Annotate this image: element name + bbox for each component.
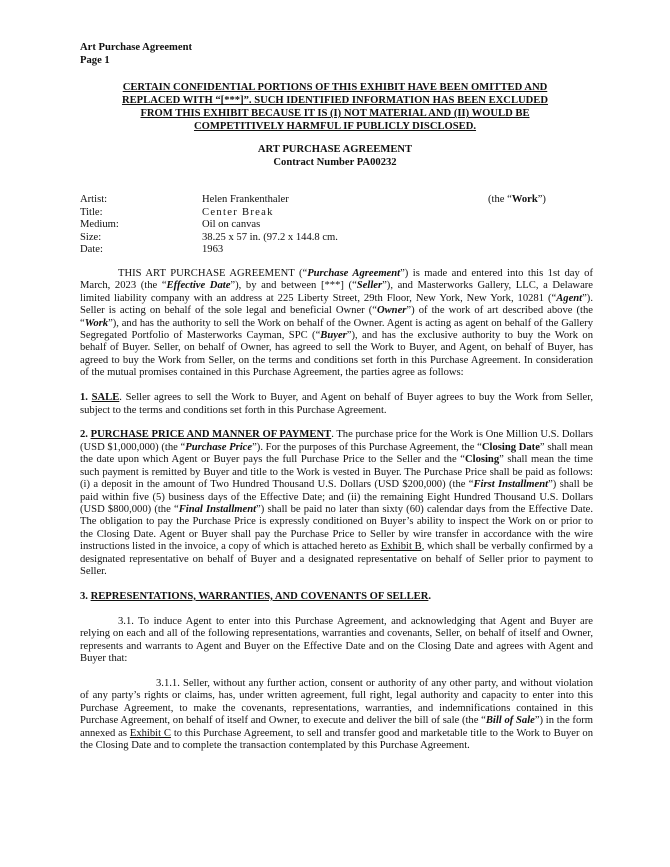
defined-term: Agent <box>556 292 583 304</box>
text-run: 3.1.1. Seller, without any further action, consent or authority of any other party, and without violation of any party’s rights or claims, has, under written agreement, full right, legal authority and capacity to enter into this Purchase Agreement, to make the covenants, representations, warranties, and indemnifications contained in this Purchase Agreement, on behalf of itself and Owner, to execute and deliver the bill of sale (the “ <box>80 677 593 727</box>
work-def-open: (the “ <box>488 194 512 205</box>
text-run: . Seller agrees to sell the Work to Buyer, and Agent on behalf of Buyer agrees to buy the Work from Seller, subject to the terms and conditions set forth in this Purchase Agreement. <box>80 392 594 416</box>
text-run: . <box>428 590 432 602</box>
defined-term: Effective Date <box>166 280 231 292</box>
section-heading: SALE <box>91 392 120 404</box>
agreement-title <box>110 143 560 169</box>
contract-number: Contract Number PA00232 <box>273 157 397 168</box>
detail-value: Oil on canvas <box>202 219 261 230</box>
text-run: ”), and Masterworks Gallery, LLC, a Delaware limited liability company with an address at 225 Liberty Street, 29th Floor, New York, New York, 10281 (“ <box>80 280 594 304</box>
work-def-close: ”) <box>537 194 546 205</box>
exhibit-c-reference: Exhibit C <box>129 727 171 739</box>
defined-term: Buyer <box>320 330 347 342</box>
title-line: ART PURCHASE AGREEMENT <box>257 144 413 155</box>
text-run: ”) is made and entered into this 1st day of March, 2023 (the “ <box>80 268 594 292</box>
detail-value: 38.25 x 57 in. (97.2 x 144.8 cm. <box>202 231 338 243</box>
section-number: 3. <box>80 590 91 602</box>
section-3-1 <box>80 616 593 666</box>
detail-label: Size: <box>80 231 102 243</box>
detail-value: Center Break <box>202 206 274 218</box>
text-run: ”) of the work of art described above (the “ <box>80 305 593 329</box>
text-run: ” shall mean the time such payment is remitted by Buyer and title to the Work is vested in Buyer. The Purchase Price shall be paid as follows: (i) a deposit in the amount of Two Hundred Thousand U.S. Dollars (USD $200,000) (the “ <box>80 454 593 491</box>
detail-row-medium <box>80 219 590 232</box>
detail-row-date <box>80 244 590 257</box>
text-run: ”) in the form annexed as <box>80 715 594 739</box>
defined-term: Closing Date <box>481 441 540 453</box>
defined-term: Final Installment <box>178 503 257 515</box>
text-run: to this Purchase Agreement, to sell and transfer good and marketable title to the Work to Buyer on the Closing Date and to complete the transaction contemplated by this Purchase Agreement. <box>80 727 593 751</box>
section-number: 2. <box>80 429 91 441</box>
section-2-purchase-price <box>80 429 593 578</box>
defined-term: Purchase Price <box>185 441 253 453</box>
work-def-term: Work <box>511 194 538 205</box>
agreement-body <box>80 268 593 752</box>
text-run: ”) shall be paid within five (5) business days of the Effective Date; and (ii) the remaining Eight Hundred Thousand U.S. Dollars (USD $800,000) (the “ <box>80 479 593 515</box>
defined-term: Seller <box>356 280 383 292</box>
confidentiality-notice: CERTAIN CONFIDENTIAL PORTIONS OF THIS EXHIBIT HAVE BEEN OMITTED AND REPLACED WITH “[***]”. SUCH IDENTIFIED INFORMATION HAS BEEN EXCLUDED FROM THIS EXHIBIT BECAUSE IT IS (I) NOT MATERIAL AND (II) WOULD BE COMPETITIVELY HARMFUL IF PUBLICLY DISCLOSED. <box>121 82 549 132</box>
header-doc-name: Art Purchase Agreement <box>80 42 192 53</box>
exhibit-b-reference: Exhibit B <box>380 541 422 553</box>
text-run: ”), by and between [***] (“ <box>230 280 357 292</box>
header-page-label: Page 1 <box>80 55 110 66</box>
page-header <box>80 41 192 67</box>
section-number: 1. <box>80 392 92 404</box>
text-run: ”). Seller is acting on behalf of the sole legal and beneficial Owner (“ <box>80 292 593 317</box>
text-run: ”) shall be paid no later than sixty (60) calendar days from the Effective Date. The obligation to pay the Purchase Price is expressly conditioned on Buyer’s ability to inspect the Work on or prior to the Closing Date. Agent or Buyer shall pay the Purchase Price to Seller by wire transfer in accordance with the wire instructions listed in the invoice, a copy of which is attached hereto as <box>80 503 593 553</box>
detail-label: Date: <box>80 244 103 255</box>
text-run: ”). For the purposes of this Purchase Agreement, the “ <box>252 441 482 453</box>
intro-paragraph <box>80 268 593 380</box>
text-run: ” shall mean the date upon which Agent or Buyer pays the full Purchase Price to the Seller and the “ <box>80 441 593 466</box>
section-heading: REPRESENTATIONS, WARRANTIES, AND COVENANTS OF SELLER <box>90 590 429 602</box>
section-3-representations <box>80 591 593 603</box>
defined-term: Bill of Sale <box>485 715 535 727</box>
defined-term: Purchase Agreement <box>307 268 401 279</box>
text-run: 3.1. To induce Agent to enter into this Purchase Agreement, and acknowledging that Agent and Buyer are relying on each and all of the following representations, warranties and covenants, Seller, on behalf of itself and Owner, represents and warrants to Agent and Buyer on the Effective Date and on the Closing Date and agrees with Agent and Buyer that: <box>80 615 593 664</box>
text-run: THIS ART PURCHASE AGREEMENT (“ <box>118 268 308 279</box>
text-run: , which shall be verbally confirmed by a designated representative on behalf of Buyer and a designated representative on behalf of Seller prior to payment to Seller. <box>80 541 593 577</box>
detail-row-size <box>80 232 590 245</box>
detail-row-title <box>80 207 590 220</box>
detail-label: Artist: <box>80 194 108 205</box>
detail-value: 1963 <box>202 244 224 255</box>
text-run: ”), and has the exclusive authority to buy the Work on behalf of Buyer. Seller, on behalf of Owner, has agreed to sell the Work to Buyer, and Agent, on behalf of Buyer, has agreed to buy the Work from Seller, on the terms and conditions set forth in this Purchase Agreement. In consideration of the mutual promises contained in this Purchase Agreement, the parties agree as follows: <box>80 330 593 379</box>
section-3-1-1 <box>80 678 593 752</box>
section-heading: PURCHASE PRICE AND MANNER OF PAYMENT <box>90 429 332 441</box>
work-definition <box>488 194 546 206</box>
detail-row-artist <box>80 194 590 207</box>
defined-term: Owner <box>376 305 407 317</box>
section-1-sale <box>80 392 593 417</box>
defined-term: First Installment <box>473 479 549 491</box>
defined-term: Closing <box>464 454 500 466</box>
detail-label: Title: <box>80 206 103 218</box>
detail-label: Medium: <box>80 219 119 230</box>
detail-value: Helen Frankenthaler <box>202 194 289 205</box>
text-run: . The purchase price for the Work is One Million U.S. Dollars (USD $1,000,000) (the “ <box>80 429 593 453</box>
text-run: ”), and has the authority to sell the Work on behalf of the Owner. Agent is acting as agent on behalf of the Gallery Segregated Portfolio of Masterworks Cayman, SPC (“ <box>80 317 593 342</box>
defined-term: Work <box>84 317 109 329</box>
work-details <box>80 194 590 257</box>
